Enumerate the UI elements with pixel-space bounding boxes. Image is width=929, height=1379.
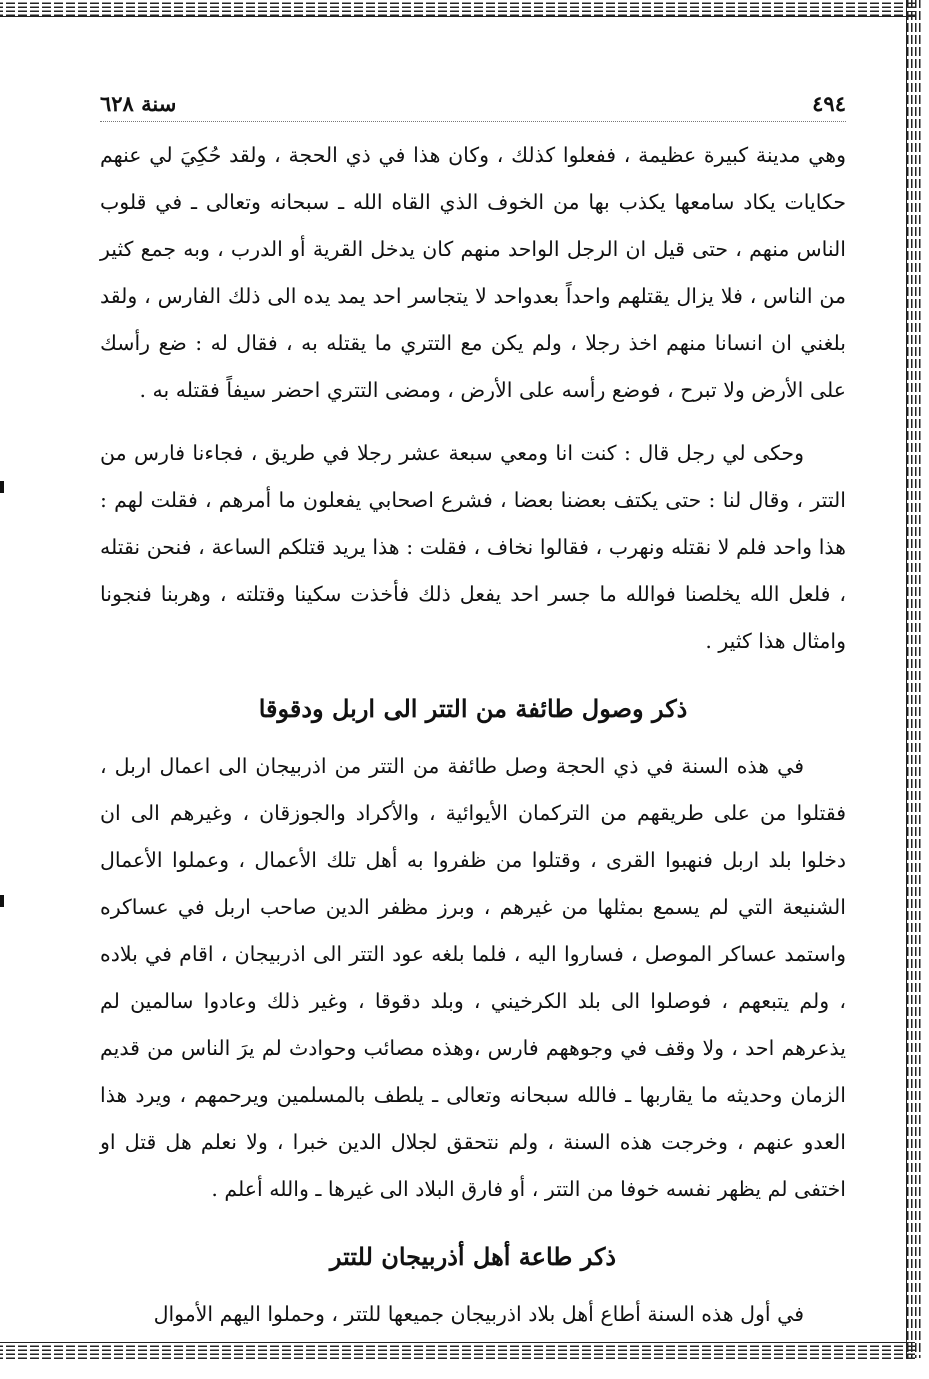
paragraph: في هذه السنة في ذي الحجة وصل طائفة من التتر من اذربيجان الى اعمال اربل ، فقتلوا من على طريقهم من التركمان الأيوائية ، والأكراد والجوزقان ، وغيرهم الى ان دخلوا بلد اربل فنهبوا القرى ، وقتلوا من ظفروا به أهل تلك الأعمال ، وعملوا الأعمال الشنيعة التي لم يسمع بمثلها من غيرهم ، وبرز مظفر الدين صاحب اربل في عساكره واستمد عساكر الموصل ، فساروا اليه ، فلما بلغه عود التتر الى اذربيجان ، اقام في بلاده ، ولم يتبعهم ، فوصلوا الى بلد الكرخيني ، وبلد دقوقا ، وغير ذلك وعادوا سالمين لم يذعرهم احد ، ولا وقف في وجوههم فارس ،وهذه مصائب وحوادث لم يرَ الناس من قديم الزمان وحديثه ما يقاربها ـ فالله سبحانه وتعالى ـ يلطف بالمسلمين ويرحمهم ، ويرد هذا العدو عنهم ، وخرجت هذه السنة ، ولم نتحقق لجلال الدين خبرا ، ولا نعلم هل قتل او اختفى لم يظهر نفسه خوفا من التتر ، أو فارق البلاد الى غيرها ـ والله أعلم . [100,754,846,1201]
running-header [100,85,846,122]
ornamental-border-right [906,0,921,1358]
ornamental-border-top [0,0,915,17]
ornamental-border-bottom [0,1342,915,1359]
edge-mark-icon [0,895,4,907]
edge-mark-icon [0,481,4,493]
paragraph: في أول هذه السنة أطاع أهل بلاد اذربيجان جميعها للتتر ، وحملوا اليهم الأموال [153,1302,804,1326]
section-heading: ذكر طاعة أهل أذربيجان للتتر [329,1242,617,1271]
page-body [100,132,846,1338]
year-label: سنة ٦٢٨ [100,90,177,116]
book-page [100,85,846,1338]
page-number: ٤٩٤ [812,90,846,116]
paragraph: وحكى لي رجل قال : كنت انا ومعي سبعة عشر رجلا في طريق ، فجاءنا فارس من التتر ، وقال لنا : حتى يكتف بعضنا بعضا ، فشرع اصحابي يفعلون ما أمرهم ، فقلت لهم : هذا واحد فلم لا نقتله ونهرب ، فقالوا نخاف ، فقلت : هذا يريد قتلكم الساعة ، فنحن نقتله ، فلعل الله يخلصنا فوالله ما جسر احد يفعل ذلك فأخذت سكينا وقتلته ، وهربنا فنجونا وامثال هذا كثير . [100,441,846,653]
paragraph: وهي مدينة كبيرة عظيمة ، ففعلوا كذلك ، وكان هذا في ذي الحجة ، ولقد حُكِيَ لي عنهم حكايات يكاد سامعها يكذب بها من الخوف الذي القاه الله ـ سبحانه وتعالى ـ في قلوب الناس منهم ، حتى قيل ان الرجل الواحد منهم كان يدخل القرية أو الدرب ، وبه جمع كثير من الناس ، فلا يزال يقتلهم واحداً بعدواحد لا يتجاسر احد يمد يده الى ذلك الفارس ، ولقد بلغني ان انسانا منهم اخذ رجلا ، ولم يكن مع التتري ما يقتله به ، فقال له : ضع رأسك على الأرض ولا تبرح ، فوضع رأسه على الأرض ، ومضى التتري احضر سيفاً فقتله به . [100,143,846,402]
section-heading: ذكر وصول طائفة من التتر الى اربل ودقوقا [258,694,688,723]
